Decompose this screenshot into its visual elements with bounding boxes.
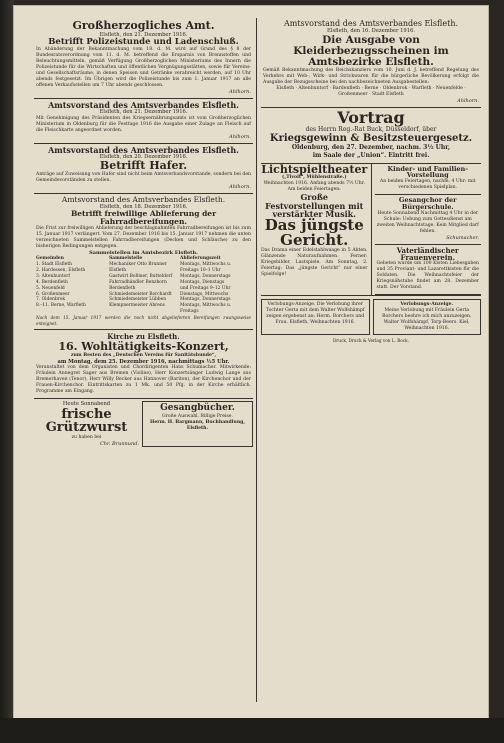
ad-body: Heute Sonnabend Nachmittag 4 Uhr in der Schule: Uebung zum Gottesdienst am zweiten Weihnachtstage. Kein Mitglied darf fehlen.: [376, 210, 479, 234]
middle-ads-row: [261, 164, 481, 297]
ad-title: Betrifft Hafer.: [99, 159, 188, 173]
ad-title: Verlobungs-Anzeige.: [400, 302, 454, 308]
ad-body: Gebeten wurde um 100 Kisten Liebesgaben und 35 Proviant- und Lazarettkisten für die Soldaten. Die Weihnachtsfeier der Kriegsnähstube findet am 28. Dezember statt. Der Vorstand.: [376, 261, 479, 291]
ad-title: Lichtspieltheater: [261, 162, 368, 176]
ad-dateline: Elsfleth, den 18. Dezember 1916.: [99, 203, 188, 210]
ad-date: Oldenburg, den 27. Dezember, nachm. 3½ Uhr,: [291, 144, 451, 152]
table-row: 2. Hardessen, Elsfleth Elsfleth Freitags 10–1 Uhr: [36, 267, 221, 273]
table-body: [36, 262, 251, 315]
left-column: [34, 18, 253, 702]
ad-frauenverein: [375, 245, 482, 296]
ad-subtitle: zum Besten des „Deutschen Vereins für Sanitätshunde“,: [70, 352, 217, 358]
ad-body: Veranstaltet von dem Organisten und Chordirigenten Hans Schumacher. Mitwirkende: Fräulein Annegret Sager aus Bremen (Violine), Herr Konzertsänger Ludwig Lange aus Bremerhaven (Tenor), Herr Willy Becker aus Hannover (Bariton), der Kirchenchor und der Frauen-Kirchenchor. Eintrittskarten zu 1 Mk. und 50 Pfg. in der Kirche erhältlich. Programme am Eingang.: [36, 365, 251, 395]
ad-grossherzogliches-amt: [34, 18, 253, 99]
ad-signature: Chr. Brunnund.: [99, 441, 139, 448]
ad-heading: Kirche zu Elsfleth.: [107, 332, 180, 342]
ad-title: Die Ausgabe von Kleiderbezugsscheinen im Amtsbezirke Elsfleth.: [293, 33, 449, 68]
table-row: 4. Berdenfleth Fahrradhändler Benzhorn Montags, Dienstags: [36, 279, 225, 285]
ad-dateline: Elsfleth, den 16. Dezember 1916.: [327, 28, 415, 35]
ad-gesangverein: [375, 195, 482, 245]
ad-signature: Ahlhorn.: [229, 133, 251, 140]
table-row: 3. Altenhuntorf Gastwirt Bollmer, Butteldorf Montags, Donnerstags: [36, 273, 231, 279]
ad-topic: Kriegsgewinn & Besitzsteuergesetz.: [269, 132, 473, 144]
ad-body: Meine Verlobung mit Fräulein Gerta Borchers beehre ich mich anzuzeigen. Walter Wolfshämpf, Torp-Beers. Kiel, Weihnachten 1916.: [382, 308, 472, 332]
ad-body: Gemäß Bekanntmachung des Reichskanzlers vom 10. Juni d. J. betreffend Regelung des Verkehrs mit Web-, Wirk- und Strickwaren für die bürgerliche Bevölkerung erfolgt die Ausgabe der Bezugsscheine bei den nachbezeichneten Ausgabestellen:: [263, 67, 479, 85]
ad-title: 16. Wohltätigkeits-Konzert,: [58, 340, 229, 354]
ad-kleiderbezugsscheine: [261, 18, 481, 108]
table-title: Sammelstellen im Amtsbezirk Elsfleth.: [89, 249, 198, 256]
imprint: Druck, Druck & Verlag von L. Bock.: [332, 338, 410, 344]
ad-body: Große Auswahl. Billige Preise.: [162, 413, 233, 419]
ad-signature: Ahlhorn.: [229, 183, 251, 190]
table-row: 8.–11. Berne, Warfleth Klempnermeister Ahrens Montags, Mittwochs u. Freitags: [36, 303, 232, 315]
ad-title: Vortrag: [337, 107, 405, 127]
ad-body: zu haben bei: [71, 435, 102, 441]
ad-dateline: Elsfleth, den 21. Dezember 1916.: [99, 109, 188, 116]
ad-body: Die Frist zur freiwilligen Ablieferung der beschlagnahmten Fahrradbereifungen ist bis zum 15. Januar 1917 verlängert. Vom 27. Dezember 1916 bis 15. Januar 1917 nehmen die unten verzeichneten Sammelstellen Fahrradbereifungen (Decken und Schläuche) zu den bisherigen Bedingungen entgegen.: [36, 226, 251, 249]
ad-body: Das Drama einer Edelstahlwaage in 5 Akten. Glänzende Naturaufnahmen. Ferner: Kriegsbilder, Lustspiele. Am Sonntag, 2. Feiertag: Das „jüngste Gericht“ nur einer Spielfolge!: [261, 248, 368, 278]
notices-column: [371, 164, 482, 296]
ad-heading: Amtsvorstand des Amtsverbandes Elsfleth.: [283, 19, 459, 28]
ad-title: Betrifft Polizeistunde und Ladenschluß.: [48, 37, 239, 48]
ad-location: („Tivoli“, Mühlenstraße.): [281, 175, 347, 181]
ad-signature: Schumacher.: [446, 234, 479, 241]
ad-locations: Elsfleth · Altenhuntorf · Bardenfleth · Berne · Oldenbrok · Warfleth · Neuenfelde · Großenmeer · Stadt Elsfleth: [276, 85, 466, 97]
ad-date: am Montag, dem 25. Dezember 1916, nachmittags ½5 Uhr.: [57, 358, 230, 365]
ad-footnote: Nach dem 15. Januar 1917 werden die noch nicht abgelieferten Bereifungen zwangsweise enteignet.: [36, 315, 251, 326]
table-row: 7. Oldenbrok Schmiedemeister Lübben Montags, Donnerstags: [36, 297, 231, 303]
ad-feature: Das jüngste Gericht.: [264, 216, 364, 250]
scan-bottom-strip: [0, 718, 504, 743]
ad-signature: Ahlhorn.: [457, 97, 479, 104]
table-row: 5. Neuenfeld Berdenfleth und Freitags 9–12 Uhr: [36, 285, 231, 291]
ad-dateline: Elsfleth, den 20. Dezember 1916.: [99, 153, 188, 160]
right-column: [261, 18, 481, 702]
col-ablieferungszeit: Ablieferungszeit: [180, 255, 221, 261]
ad-wohltaetigkeits-konzert: [34, 330, 253, 399]
ad-heading: Großherzogliches Amt.: [72, 19, 215, 32]
book-binding-edge: [0, 0, 14, 743]
ad-title: Betrifft freiwillige Ablieferung der Fahrradbereifungen.: [70, 209, 217, 227]
bottom-ads-row: [34, 399, 253, 447]
ad-body: Verlobungs-Anzeige. Die Verlobung ihrer Tochter Gerta mit dem Walter Wolfshämpf zeigen ergebenst an: Herm. Borchers und Frau. Elsfleth, Weihnachten 1916.: [265, 302, 365, 326]
ad-body: Mit Genehmigung des Präsidenten des Kriegsernährungsamts ist vom Großherzoglichen Ministerium in Oldenburg für die Festtage 1916 die Ausgabe einer Zulage an Fleisch auf die Fleischkarte angeordnet worden.: [36, 115, 251, 133]
ad-gruenkohl: [34, 401, 142, 447]
ad-amtsvorstand-hafer: [34, 144, 253, 194]
ad-heading: Amtsvorstand des Amtsverbandes Elsfleth.: [48, 144, 239, 155]
ad-title: Gesangbücher.: [160, 403, 235, 414]
ad-dates: Weihnachten 1916. Anfang abends 7½ Uhr. Am beiden Feiertagen:: [263, 181, 365, 193]
ad-title: Vaterländischer Frauenverein.: [396, 245, 459, 263]
ad-verlobung-1: [261, 299, 370, 335]
ad-body: An beiden Feiertagen, nachm. 4 Uhr: mit verschiedenen Spielplan.: [379, 179, 476, 191]
ad-verlobung-2: [373, 299, 482, 335]
ad-heading: Heute Sonnabend: [62, 401, 111, 408]
ad-title: Gesangchor der Bürgerschule.: [398, 196, 457, 212]
ad-kinder-vorstellung: [375, 164, 482, 196]
newspaper-page: [14, 6, 488, 718]
ad-title: frische Grützwurst: [45, 406, 128, 436]
ad-signature: Ahlhorn.: [229, 88, 251, 95]
bottom-right-row: [261, 296, 481, 335]
ad-speaker: des Herrn Reg.-Rat Buck, Düsseldorf, über: [305, 125, 437, 133]
ad-fahrradbereifungen: [34, 194, 253, 330]
table-row: 1. Stadt Elsfleth Mechaniker Otto Brunner Montags, Mittwochs u.: [36, 261, 232, 267]
ad-heading: Amtsvorstand des Amtsverbandes Elsfleth.: [48, 99, 239, 110]
ad-dateline: Elsfleth, den 21. Dezember 1916.: [99, 31, 188, 38]
ad-vortrag: [261, 108, 481, 164]
column-divider: [256, 18, 257, 702]
ad-body: Anträge auf Zuweisung von Hafer sind nicht beim Amtsverbandsvorstande, sondern bei den Gemeindevorständen zu stellen.: [36, 171, 251, 183]
table-row: 6. Großenmeer Schmiedemeister Borchardt Dienstags, Mittwochs: [36, 291, 229, 297]
ad-heading: Amtsvorstand des Amtsverbandes Elsfleth.: [61, 194, 226, 204]
col-sammelstelle: Sammelstelle: [109, 255, 143, 261]
col-gemeinden: Gemeinden: [36, 255, 64, 261]
ad-body: In Abänderung der Bekanntmachung vom 18. d. M. wird auf Grund des § 8 der Bundesratsverordnung vom 11. d. M. betreffend die Ersparnis von Brennstoffen und Beleuchtungsmitteln, gemäß Verfügung Großherzoglichen Ministeriums des Innern die Polizeistunde für die Wirtschaften und öffentlichen Vergnügungsstätten, sowie für Vereins- und Gesellschaftsräume, in denen Speisen und Getränke verabreicht werden, auf 10 Uhr abends festgesetzt. Im Übrigen wird die Polizeistunde bis zum 1. Januar 1917 an alle offenen Verkaufsstellen um 7 Uhr abends geschlossen.: [36, 46, 251, 88]
ad-lichtspieltheater: [261, 164, 371, 296]
ad-venue: im Saale der „Union“. Eintritt frei.: [312, 151, 430, 159]
ad-signature: Herm. H. Bargmann, Buchhandlung, Elsfleth.: [150, 419, 245, 431]
ad-program: Große Festvorstellungen mit verstärkter Musik.: [265, 192, 364, 219]
ad-title: Kinder- und Familien-Vorstellung: [387, 164, 468, 180]
ad-amtsvorstand-1: [34, 99, 253, 144]
ad-gesangbuecher: [142, 401, 253, 447]
